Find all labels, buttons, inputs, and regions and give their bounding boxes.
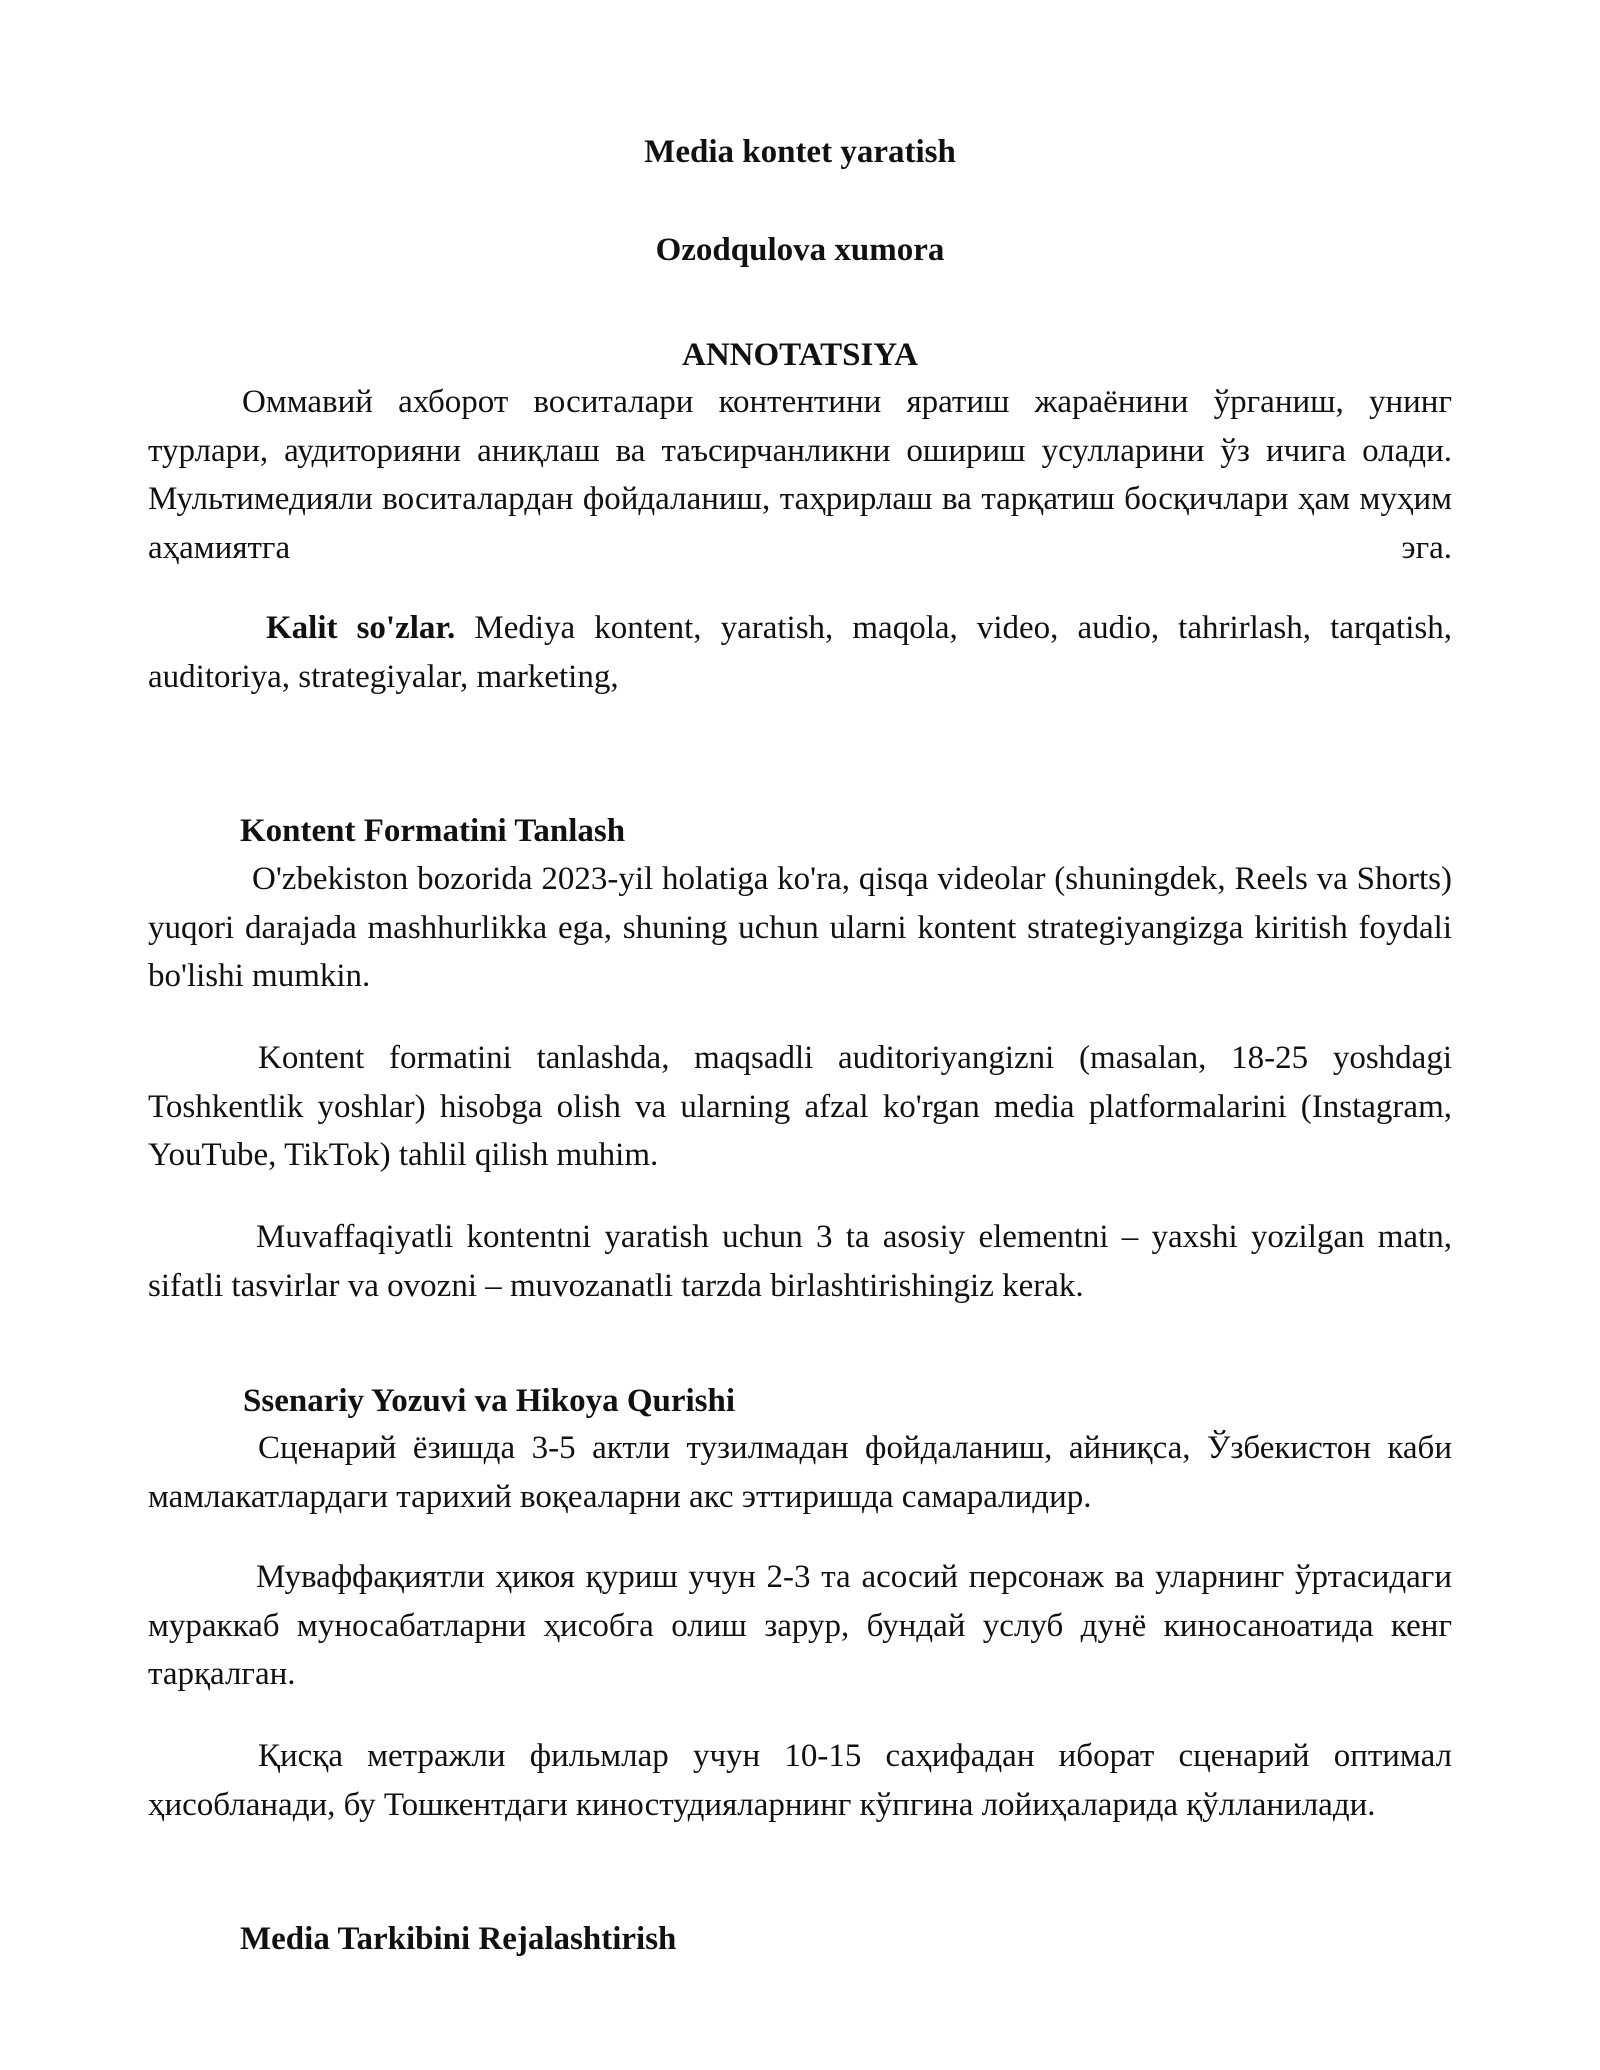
annotation-heading: ANNOTATSIYA — [682, 337, 918, 373]
document-author: Ozodqulova xumora — [655, 232, 945, 268]
section2-paragraph-1: Сценарий ёзишда 3-5 актли тузилмадан фойдаланиш, айниқса, Ўзбекистон каби мамлакатлардаги тарихий воқеаларни акс эттиришда самаралидир. — [148, 1430, 1452, 1515]
section-heading-media-tarkibi: Media Tarkibini Rejalashtirish — [240, 1921, 677, 1957]
section-heading-ssenariy: Ssenariy Yozuvi va Hikoya Qurishi — [243, 1383, 736, 1419]
section-heading-kontent-formati: Kontent Formatini Tanlash — [240, 813, 626, 849]
section1-paragraph-3: Muvaffaqiyatli kontentni yaratish uchun 3 ta asosiy elementni – yaxshi yozilgan matn, sifatli tasvirlar va ovozni – muvozanatli tarzda birlashtirishingiz kerak. — [148, 1219, 1452, 1304]
section2-paragraph-3: Қисқа метражли фильмлар учун 10-15 саҳифадан иборат сценарий оптимал ҳисобланади, бу Тошкентдаги киностудияларнинг кўпгина лойиҳаларида қўлланилади. — [148, 1738, 1452, 1823]
keywords-text: Mediya kontent, yaratish, maqola, video, audio, tahrirlash, tarqatish, auditoriya, strategiyalar, marketing, — [148, 610, 1452, 695]
keywords-label: Kalit so'zlar. — [266, 610, 456, 646]
section2-paragraph-2: Муваффақиятли ҳикоя қуриш учун 2-3 та асосий персонаж ва уларнинг ўртасидаги мураккаб муносабатларни ҳисобга олиш зарур, бундай услуб дунё киносаноатида кенг тарқалган. — [148, 1559, 1452, 1692]
keywords-paragraph — [148, 604, 1452, 701]
section1-paragraph-2: Kontent formatini tanlashda, maqsadli auditoriyangizni (masalan, 18-25 yoshdagi Toshkentlik yoshlar) hisobga olish va ularning afzal ko'rgan media platformalarini (Instagram, YouTube, TikTok) tahlil qilish muhim. — [148, 1040, 1452, 1173]
annotation-paragraph: Оммавий ахборот воситалари контентини яратиш жараёнини ўрганиш, унинг турлари, аудиторияни аниқлаш ва таъсирчанликни ошириш усулларини ўз ичига олади. Мультимедияли воситалардан фойдаланиш, таҳрирлаш ва тарқатиш босқичлари ҳам муҳим аҳамиятга эга. — [148, 384, 1452, 566]
section1-paragraph-1: O'zbekiston bozorida 2023-yil holatiga ko'ra, qisqa videolar (shuningdek, Reels va Shorts) yuqori darajada mashhurlikka ega, shuning uchun ularni kontent strategiyangizga kiritish foydali bo'lishi mumkin. — [148, 861, 1452, 994]
document-title: Media kontet yaratish — [644, 134, 956, 170]
